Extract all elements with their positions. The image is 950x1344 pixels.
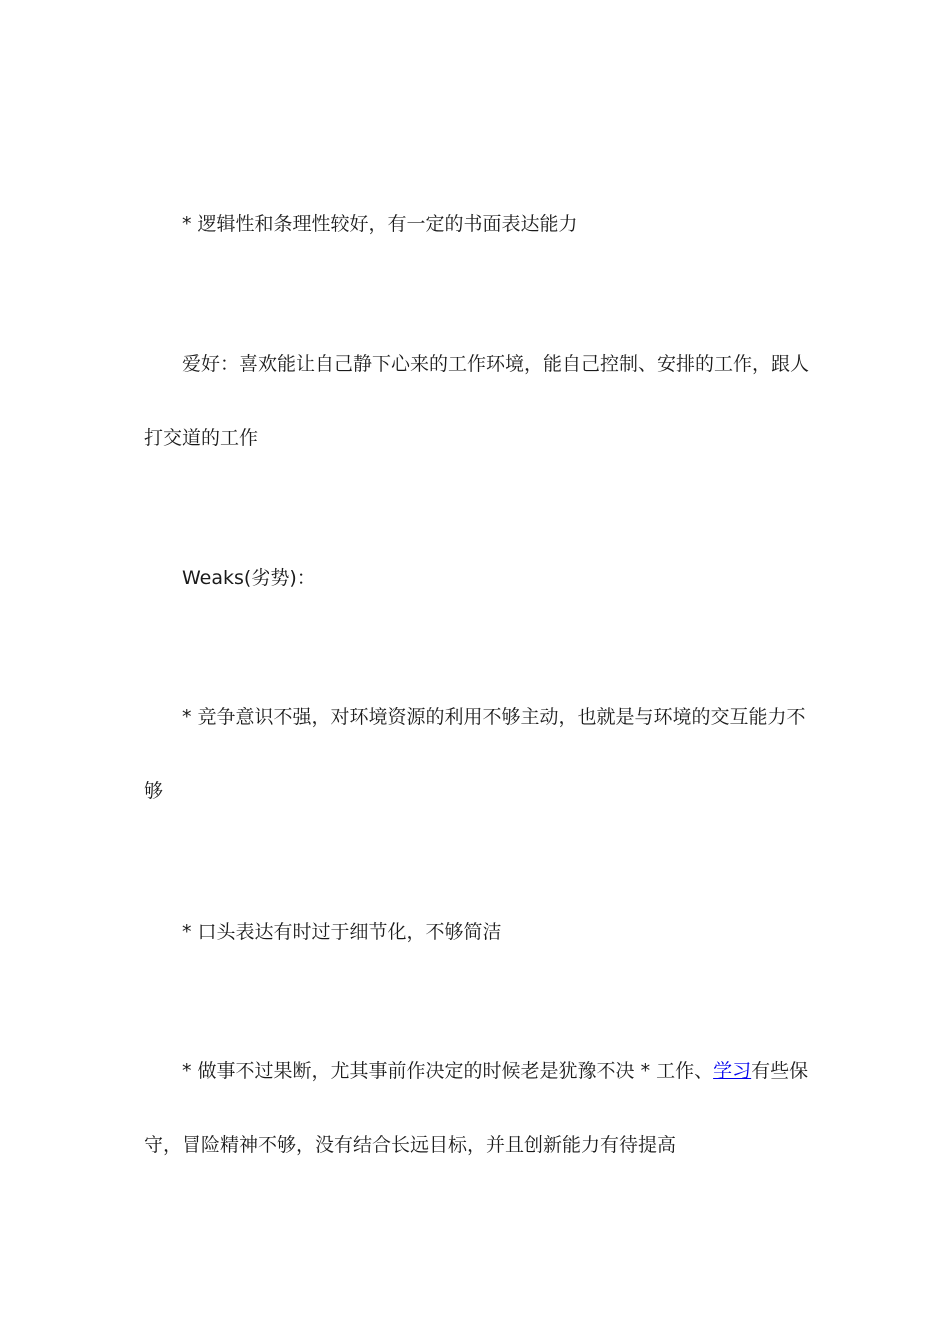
- paragraph-decisiveness: [144, 1034, 810, 1182]
- section-heading-weaks: Weaks(劣势)：: [182, 567, 316, 589]
- paragraph-logic-writing: * 逻辑性和条理性较好，有一定的书面表达能力: [182, 213, 578, 235]
- paragraph-oral-expression: * 口头表达有时过于细节化，不够简洁: [182, 921, 502, 943]
- paragraph-decisiveness-before-link: * 做事不过果断，尤其事前作决定的时候老是犹豫不决 * 工作、: [182, 1060, 714, 1082]
- study-link[interactable]: 学习: [713, 1060, 752, 1082]
- paragraph-competition-awareness: * 竞争意识不强，对环境资源的利用不够主动，也就是与环境的交互能力不够: [144, 706, 806, 802]
- paragraph-decisiveness-after-link: 有些保守，冒险精神不够，没有结合长远目标，并且创新能力有待提高: [144, 1060, 809, 1156]
- paragraph-hobbies: 爱好：喜欢能让自己静下心来的工作环境，能自己控制、安排的工作，跟人打交道的工作: [144, 353, 810, 449]
